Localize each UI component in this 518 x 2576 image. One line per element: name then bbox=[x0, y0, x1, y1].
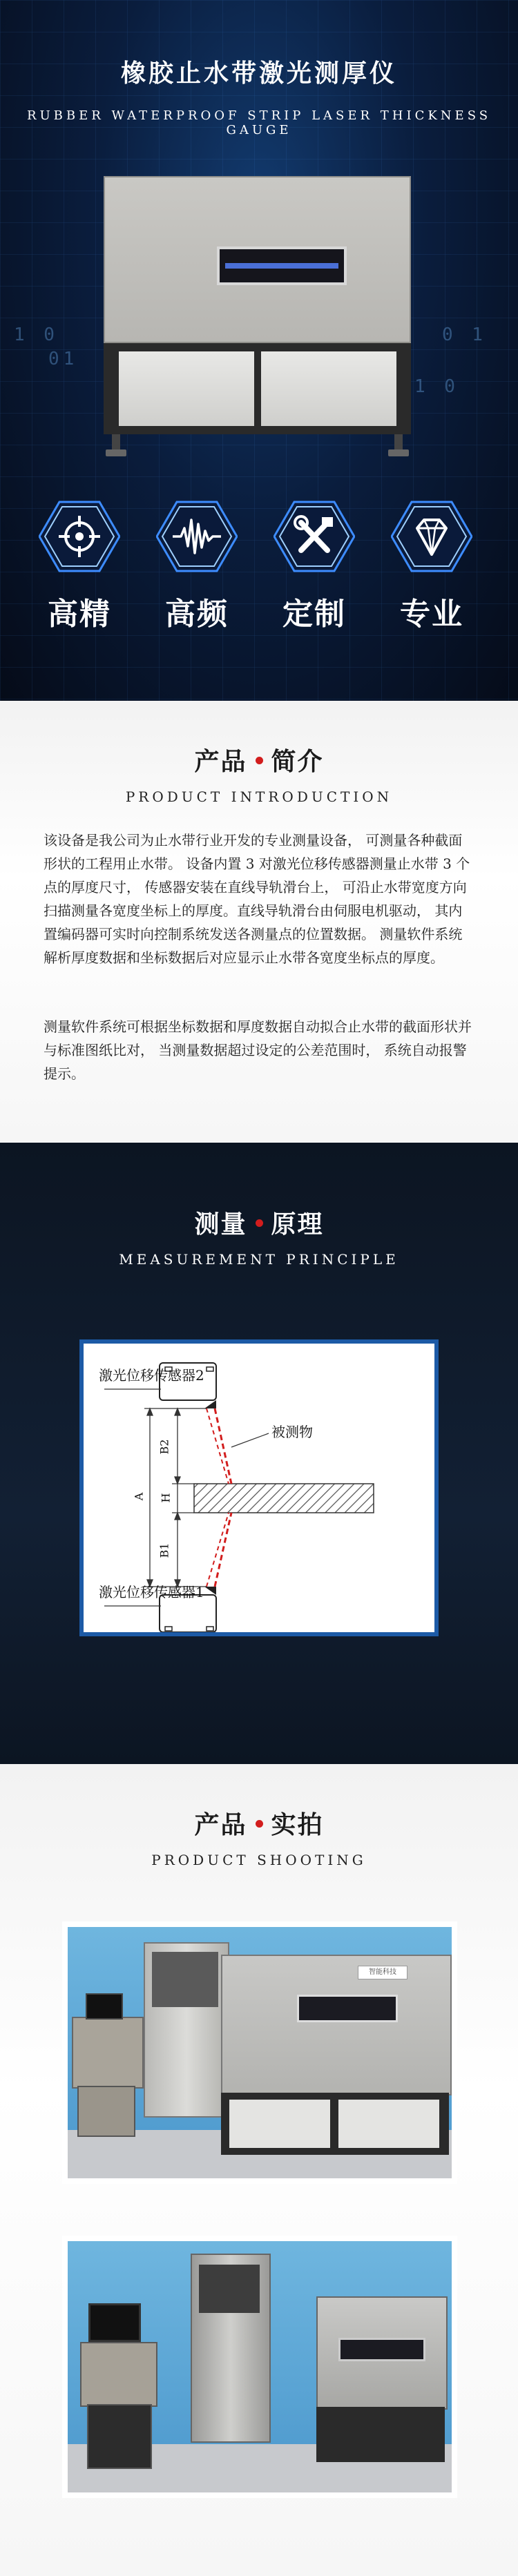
feature-label: 高精 bbox=[48, 597, 111, 632]
thickness-gauge-machine-image bbox=[104, 176, 411, 459]
desk-base bbox=[77, 2086, 135, 2137]
shooting-title-right: 实拍 bbox=[271, 1811, 324, 1839]
gauge-housing bbox=[221, 1955, 452, 2095]
monitor bbox=[86, 1993, 123, 2020]
cabinet-door bbox=[119, 351, 254, 426]
feature-professional bbox=[380, 501, 483, 633]
feature-label: 专业 bbox=[400, 597, 463, 632]
dimension-b1-label: B1 bbox=[157, 1542, 171, 1558]
red-dot-separator bbox=[256, 1219, 263, 1227]
laser-window bbox=[338, 2338, 425, 2361]
machine-housing bbox=[104, 176, 411, 343]
intro-title-left: 产品 bbox=[194, 748, 247, 776]
control-desk bbox=[72, 2017, 144, 2089]
intro-paragraph: 该设备是我公司为止水带行业开发的专业测量设备， 可测量各种截面形状的工程用止水带。 设备内置 3 对激光位移传感器测量止水带 3 个点的厚度尺寸， 传感器安装在直线导轨滑台上， 可沿止水带宽度方向扫描测量各宽度坐标上的厚度。直线导轨滑台由伺服电机驱动， 其内置编码器可实时向控制系统发送各测量点的位置数据。 测量软件系统解析厚度数据和坐标数据后对应显示止水带各宽度坐标点的厚度。 bbox=[44, 832, 470, 966]
product-photo-2 bbox=[62, 2236, 457, 2498]
principle-heading bbox=[0, 1205, 518, 1268]
waveform-icon bbox=[156, 501, 238, 572]
measurement-diagram bbox=[79, 1339, 439, 1636]
machine-foot bbox=[106, 449, 126, 456]
machine-leg bbox=[112, 434, 120, 451]
feature-custom bbox=[262, 501, 366, 633]
principle-subtitle: MEASUREMENT PRINCIPLE bbox=[119, 1251, 399, 1268]
machine-cabinet bbox=[104, 343, 411, 434]
feature-high-frequency bbox=[145, 501, 249, 633]
intro-heading bbox=[0, 742, 518, 805]
feature-label: 高频 bbox=[165, 597, 229, 632]
cabinet-opening bbox=[152, 1952, 218, 2007]
red-dot-separator bbox=[256, 757, 263, 764]
dimension-b2-label: B2 bbox=[157, 1439, 171, 1455]
shooting-title-left: 产品 bbox=[194, 1811, 247, 1839]
intro-title-right: 简介 bbox=[271, 748, 324, 776]
product-photo-1 bbox=[62, 1921, 457, 2184]
hero-banner bbox=[0, 0, 518, 701]
machine-leg bbox=[394, 434, 403, 451]
crosshair-target-icon bbox=[39, 501, 120, 572]
leader-line bbox=[231, 1433, 269, 1447]
binary-decoration: 0 1 bbox=[442, 325, 487, 345]
monitor bbox=[88, 2303, 141, 2342]
desk-base bbox=[87, 2404, 152, 2469]
intro-section bbox=[0, 701, 518, 1143]
hero-title: 橡胶止水带激光测厚仪 bbox=[120, 59, 397, 88]
red-dot-separator bbox=[256, 1820, 263, 1828]
sensor-top-label: 激光位移传感器2 bbox=[99, 1367, 204, 1384]
feature-label: 定制 bbox=[282, 597, 346, 632]
dimension-a-label: A bbox=[132, 1492, 146, 1501]
feature-list bbox=[0, 501, 518, 639]
control-desk bbox=[80, 2342, 157, 2407]
intro-subtitle: PRODUCT INTRODUCTION bbox=[125, 788, 393, 805]
tools-icon bbox=[274, 501, 355, 572]
cabinet-door bbox=[261, 351, 396, 426]
principle-title-left: 测量 bbox=[194, 1210, 247, 1239]
shooting-heading bbox=[0, 1805, 518, 1868]
gauge-frame bbox=[316, 2407, 445, 2462]
binary-decoration: 1 0 bbox=[414, 376, 459, 397]
shooting-subtitle: PRODUCT SHOOTING bbox=[151, 1852, 367, 1868]
intro-paragraph: 测量软件系统可根据坐标数据和厚度数据自动拟合止水带的截面形状并与标准图纸比对， 当测量数据超过设定的公差范围时， 系统自动报警提示。 bbox=[44, 1018, 472, 1082]
machine-foot bbox=[388, 449, 409, 456]
hero-subtitle: RUBBER WATERPROOF STRIP LASER THICKNESS GAUGE bbox=[26, 108, 492, 137]
binary-decoration: 01 bbox=[48, 349, 79, 369]
measured-object bbox=[194, 1484, 374, 1513]
principle-title-right: 原理 bbox=[271, 1210, 324, 1239]
diamond-icon bbox=[391, 501, 472, 572]
laser-window bbox=[217, 246, 347, 285]
dimension-h-label: H bbox=[159, 1493, 173, 1503]
binary-decoration: 1 0 bbox=[14, 325, 59, 345]
sensor-bottom-label: 激光位移传感器1 bbox=[99, 1584, 204, 1600]
cabinet-door bbox=[229, 2100, 330, 2148]
laser-window bbox=[297, 1995, 398, 2022]
object-label: 被测物 bbox=[271, 1424, 313, 1440]
feature-precision bbox=[28, 501, 131, 633]
cabinet-opening bbox=[199, 2265, 260, 2313]
brand-plate: 智能科技 bbox=[358, 1966, 407, 1979]
cabinet-door bbox=[338, 2100, 439, 2148]
